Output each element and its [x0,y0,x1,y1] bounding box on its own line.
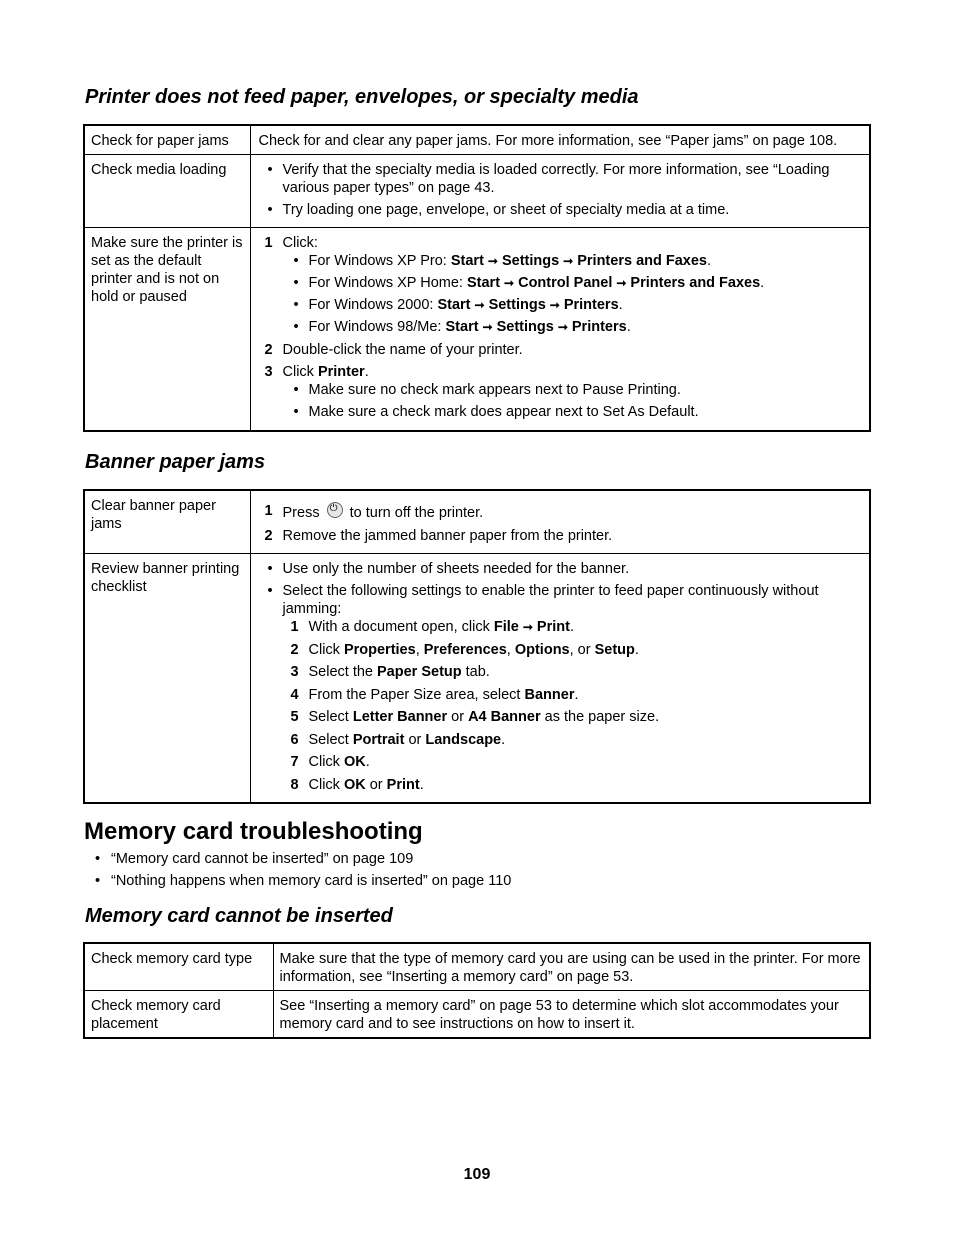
list-item: • Use only the number of sheets needed for the banner. [259,560,864,578]
list-item: 3 Click Printer. • Make sure no check mark appears next to Pause Printing. • Make sure a check mark does appear next to Set As Default. [259,363,864,421]
list-item: 2 Double-click the name of your printer. [264,341,523,358]
list-item: 5 Select Letter Banner or A4 Banner as the paper size. [290,709,660,725]
list-item: • Verify that the specialty media is loaded correctly. For more information, see “Loading various paper types” on page 43. [259,161,864,197]
list-item: 6 Select Portrait or Landscape. [290,731,506,748]
memory-card-topic-list [85,848,511,892]
row-label: Check media loading [84,155,250,228]
table-row [84,490,870,554]
row-content [250,155,870,228]
banner-table [83,489,871,804]
section-heading-memory-card-inserted: Memory card cannot be inserted [85,905,393,927]
row-content: Make sure that the type of memory card you are using can be used in the printer. For more information, see “Inserting a memory card” on page 53. [273,943,870,991]
list-item: • For Windows XP Home: Start ➞ Control Panel ➞ Printers and Faxes. [285,274,864,292]
table-row [84,228,870,431]
arrow-icon: ➞ [563,254,574,268]
list-item: • Try loading one page, envelope, or sheet of specialty media at a time. [259,201,864,219]
row-label: Clear banner paper jams [84,490,250,554]
table-row [84,943,870,991]
list-item: • Select the following settings to enable the printer to feed paper continuously without jamming: 1 With a document open, click File ➞ Print. 2 Click Properties, Preferences, Options, or Setup. 3 Select the Paper Setup tab. 4 From the Paper Size area, select Banner. 5 Select Letter Banner or A4 Banner as the paper size. 6 Select Portrait or Landscape. 7 Click OK. 8 Click OK or Print. [259,582,864,794]
row-content: See “Inserting a memory card” on page 53 to determine which slot accommodates your memory card and to see instructions on how to insert it. [273,991,870,1039]
row-content: Check for and clear any paper jams. For more information, see “Paper jams” on page 108. [250,125,870,155]
topic-link[interactable]: • “Memory card cannot be inserted” on page 109 [85,848,511,870]
list-item: 2 Click Properties, Preferences, Options, or Setup. [290,641,639,658]
row-content [250,228,870,431]
list-item: 1 With a document open, click File ➞ Print. [290,619,574,635]
list-item: 7 Click OK. [290,754,370,770]
page-title-memory-card: Memory card troubleshooting [84,818,423,845]
table-row [84,125,870,155]
arrow-icon: ➞ [487,254,498,268]
table-row [84,554,870,804]
table-row [84,155,870,228]
list-item: 2 Remove the jammed banner paper from the printer. [264,527,613,544]
table-row [84,991,870,1039]
list-item: • For Windows 2000: Start ➞ Settings ➞ Printers. [285,296,864,314]
row-label: Check memory card placement [84,991,273,1039]
section-heading-banner: Banner paper jams [85,451,266,473]
arrow-icon: ➞ [474,298,485,312]
printer-feed-table [83,124,871,432]
list-item: • For Windows XP Pro: Start ➞ Settings ➞ Printers and Faxes. [285,252,864,270]
row-content [250,554,870,804]
arrow-icon: ➞ [482,320,493,334]
arrow-icon: ➞ [557,320,568,334]
page-number: 109 [463,1166,491,1183]
list-item: 4 From the Paper Size area, select Banner. [290,686,579,703]
list-item: • For Windows 98/Me: Start ➞ Settings ➞ Printers. [285,318,864,336]
arrow-icon: ➞ [504,276,515,290]
arrow-icon: ➞ [549,298,560,312]
list-item: 1 Click: • For Windows XP Pro: Start ➞ Settings ➞ Printers and Faxes. • For Windows XP Home: Start ➞ Control Panel ➞ Printers and Faxes. • For Windows 2000: Start ➞ Settings ➞ Printers. • For Windows 98/Me: Start ➞ Settings ➞ Printers. [259,234,864,336]
list-item: • Make sure a check mark does appear next to Set As Default. [285,403,864,421]
arrow-icon: ➞ [522,620,533,634]
list-item: 1 Press ⏻ to turn off the printer. [259,502,864,522]
list-item: • Make sure no check mark appears next to Pause Printing. [285,381,864,399]
row-content [250,490,870,554]
row-label: Check memory card type [84,943,273,991]
arrow-icon: ➞ [616,276,627,290]
list-item: 8 Click OK or Print. [290,776,424,793]
section-heading-printer-feed: Printer does not feed paper, envelopes, or specialty media [85,86,639,108]
row-label: Check for paper jams [84,125,250,155]
row-label: Review banner printing checklist [84,554,250,804]
topic-link[interactable]: • “Nothing happens when memory card is inserted” on page 110 [85,870,511,892]
memory-card-table [83,942,871,1039]
row-label: Make sure the printer is set as the default printer and is not on hold or paused [84,228,250,431]
list-item: 3 Select the Paper Setup tab. [290,664,490,680]
power-button-icon [327,502,343,518]
